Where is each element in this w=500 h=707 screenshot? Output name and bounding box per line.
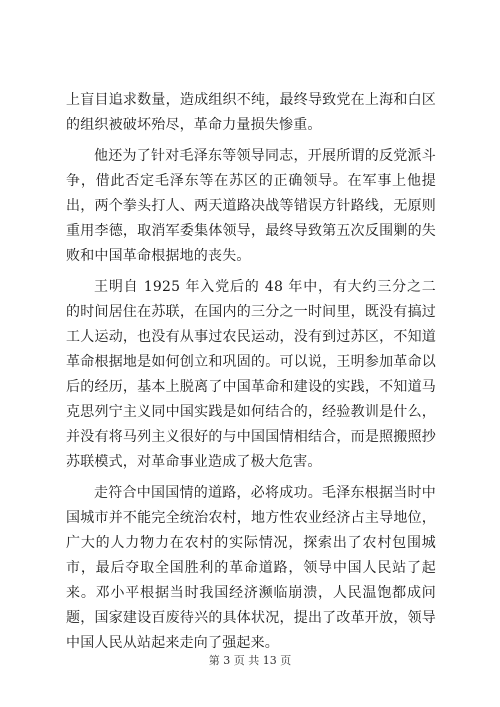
paragraph-2: 他还为了针对毛泽东等领导同志，开展所谓的反党派斗争，借此否定毛泽东等在苏区的正确领导。在军事上他提出，两个拳头打人、两天道路决战等错误方针路线，无原则重用李德，取消军委集体领导，最终导致第五次反围剿的失败和中国革命根据地的丧失。 bbox=[66, 148, 436, 264]
paragraph-3: 王明自 1925 年入党后的 48 年中，有大约三分之二的时间居住在苏联，在国内的三分之一时间里，既没有搞过工人运动，也没有从事过农民运动，没有到过苏区，不知道革命根据地是如何创立和巩固的。可以说，王明参加革命以后的经历，基本上脱离了中国革命和建设的实践，不知道马克思列宁主义同中国实践是如何结合的，经验教训是什么，并没有将马列主义很好的与中国国情相结合，而是照搬照抄苏联模式，对革命事业造成了极大危害。 bbox=[66, 279, 436, 470]
page-footer: 第 3 页 共 13 页 bbox=[208, 654, 292, 667]
document-body bbox=[66, 88, 436, 656]
paragraph-1: 上盲目追求数量，造成组织不纯，最终导致党在上海和白区的组织被破坏殆尽，革命力量损失惨重。 bbox=[66, 92, 436, 133]
paragraph-4: 走符合中国国情的道路，必将成功。毛泽东根据当时中国城市并不能完全统治农村，地方性农业经济占主导地位，广大的人力物力在农村的实际情况，探索出了农村包围城市，最后夺取全国胜利的革命道路，领导中国人民站了起来。邓小平根据当时我国经济濒临崩溃，人民温饱都成问题，国家建设百废待兴的具体状况，提出了改革开放，领导中国人民从站起来走向了强起来。 bbox=[66, 485, 436, 651]
